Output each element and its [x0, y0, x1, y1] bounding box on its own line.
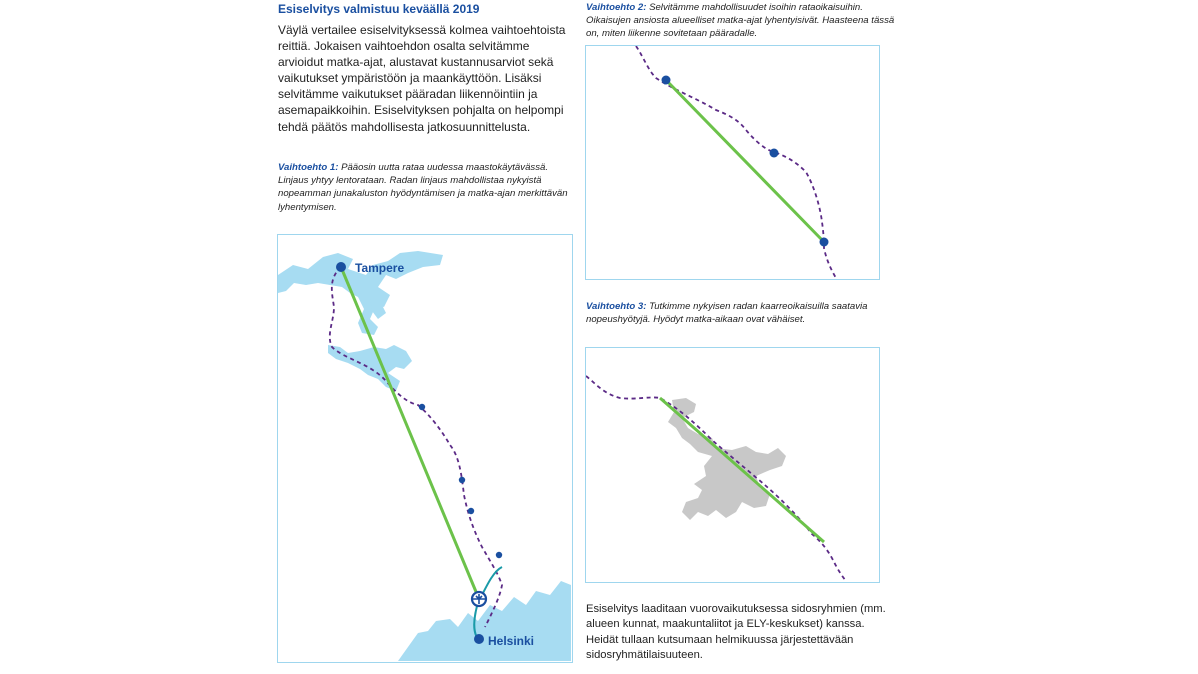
station-marker — [820, 238, 829, 247]
option1-label: Vaihtoehto 1: — [278, 162, 339, 173]
option3-label: Vaihtoehto 3: — [586, 301, 647, 312]
station-marker — [459, 477, 465, 483]
new-track-line — [660, 398, 824, 542]
tampere-station-dot — [336, 262, 346, 272]
station-marker — [468, 508, 474, 514]
new-track-line — [341, 267, 479, 599]
option3-map-svg — [586, 348, 878, 581]
option1-caption — [278, 161, 568, 214]
option3-text: Tutkimme nykyisen radan kaarreoikaisuilla saatavia nopeushyötyjä. Hyödyt matka-aikaan ovat vähäiset. — [586, 301, 868, 326]
option1-map-svg — [278, 235, 571, 661]
airport-loop-line — [481, 567, 502, 597]
option3-map — [585, 347, 880, 583]
station-marker — [770, 149, 779, 158]
helsinki-label: Helsinki — [488, 634, 535, 648]
option2-text: Selvitämme mahdollisuudet isoihin rataoikaisuihin. Oikaisujen ansiosta alueelliset matka-ajat lyhentyisivät. Haasteena tässä on, miten liikenne sovitetaan pääradalle. — [586, 2, 895, 40]
option2-caption — [586, 1, 896, 41]
option1-text: Pääosin uutta rataa uudessa maastokäytävässä. Linjaus yhtyy lentorataan. Radan linjaus mahdollistaa nykyistä nopeamman junakaluston hyödyntämisen ja matka-ajan merkittävän lyhentymisen. — [278, 162, 568, 213]
option1-map — [277, 234, 573, 663]
tampere-label: Tampere — [355, 261, 405, 275]
option2-map-svg — [586, 46, 878, 278]
sea-shape — [398, 581, 571, 661]
station-marker — [662, 76, 671, 85]
option2-label: Vaihtoehto 2: — [586, 2, 647, 13]
outro-paragraph: Esiselvitys laaditaan vuorovaikutuksessa sidosryhmien (mm. alueen kunnat, maakuntaliitot ja ELY-keskukset) kanssa. Heidät tullaan kutsumaan helmikuussa järjestettävään sidosryhmätilaisuuteen. — [586, 603, 886, 661]
page-heading: Esiselvitys valmistuu keväällä 2019 — [278, 2, 480, 16]
station-marker — [419, 404, 425, 410]
new-track-line — [666, 80, 824, 242]
option2-map — [585, 45, 880, 280]
option3-caption — [586, 300, 886, 326]
station-marker — [496, 552, 502, 558]
helsinki-station-dot — [474, 634, 484, 644]
lake-shape — [328, 345, 412, 391]
intro-paragraph: Väylä vertailee esiselvityksessä kolmea vaihtoehtoista reittiä. Jokaisen vaihtoehdon osalta selvitämme arvioidut matka-ajat, alustavat kustannusarviot sekä vaikutukset ympäristöön ja maankäyttöön. Lisäksi selvitämme vaikutukset pääradan liikennöintiin ja asemapaikkoihin. Esiselvityksen pohjalta on helpompi tehdä päätös mahdollisesta jatkosuunnittelusta. — [278, 23, 566, 134]
